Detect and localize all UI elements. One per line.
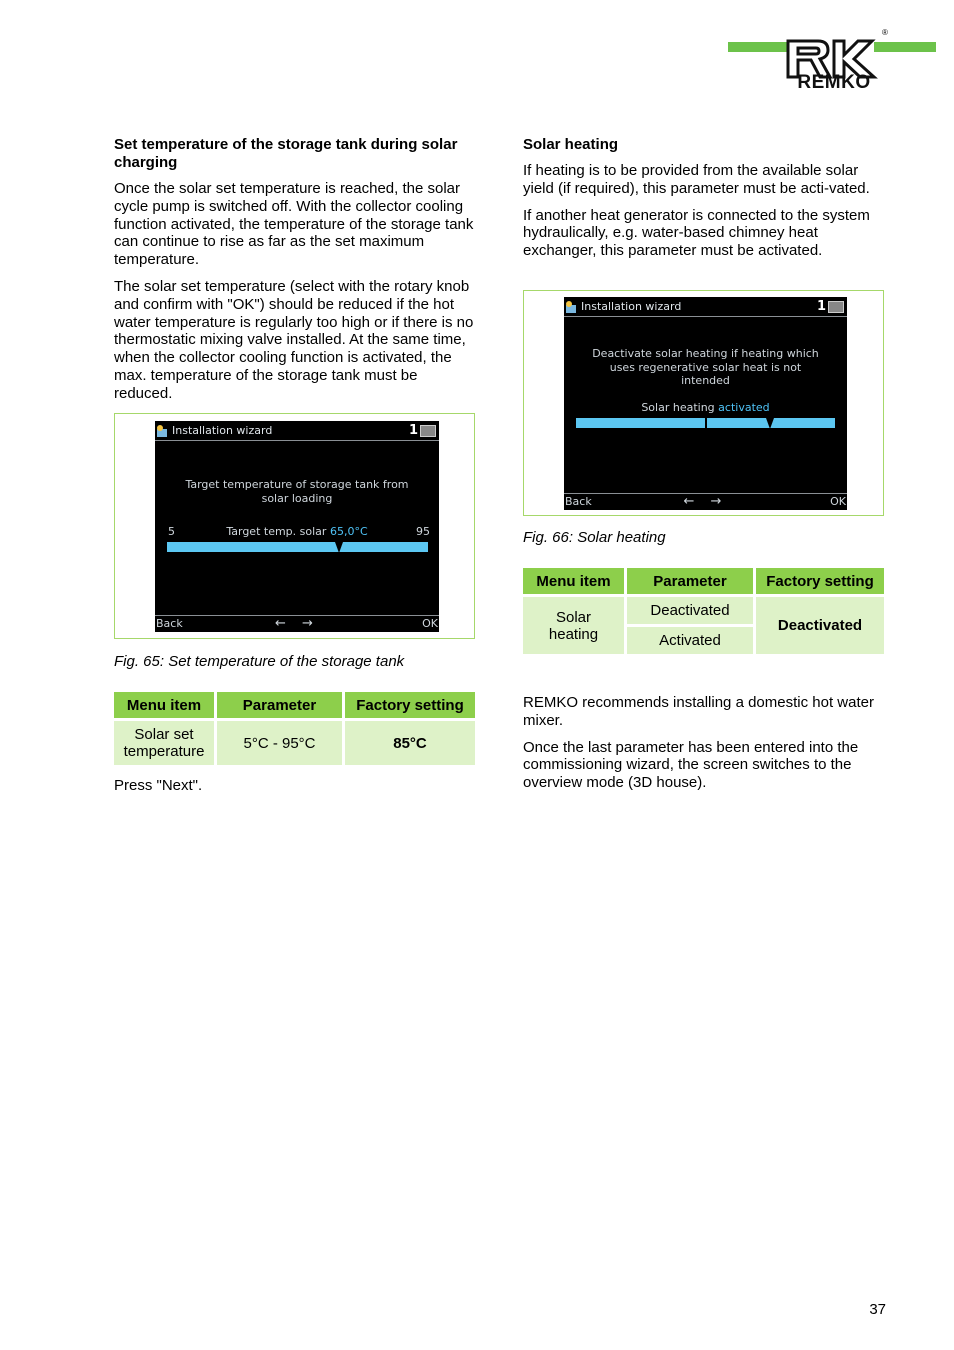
value-label: Target temp. solar (226, 525, 327, 538)
table-cell: Solar set temperature (114, 721, 214, 765)
table-cell: Solar heating (523, 597, 624, 654)
value-readout (564, 401, 847, 414)
paragraph: If heating is to be provided from the available solar yield (if required), this parameter must be acti-vated. (523, 162, 870, 197)
logo-stripe-right (874, 42, 936, 52)
message-line: intended (681, 374, 730, 387)
section-heading: Solar heating (523, 136, 619, 153)
display-icon (828, 301, 844, 313)
remko-logo (724, 28, 938, 94)
slider-marker[interactable] (766, 418, 774, 429)
paragraph: REMKO recommends installing a domestic hot water mixer. (523, 694, 874, 729)
section-heading: Set temperature of the storage tank during solar charging (114, 136, 458, 171)
screen-footer (564, 493, 847, 510)
table-header: Parameter (627, 568, 753, 594)
arrows-icon: ← → (683, 494, 728, 509)
figure-66 (523, 290, 884, 516)
device-screen (564, 297, 847, 510)
temperature-slider[interactable] (167, 542, 428, 552)
arrows-icon: ← → (275, 616, 319, 631)
figure-caption: Fig. 65: Set temperature of the storage tank (114, 653, 405, 670)
ok-button[interactable]: OK (830, 495, 846, 508)
wizard-icon (156, 424, 170, 438)
screen-header (564, 297, 847, 317)
screen-message (564, 347, 847, 388)
value-text: 65,0°C (329, 525, 368, 538)
figure-caption: Fig. 66: Solar heating (523, 529, 666, 546)
table-header: Factory setting (345, 692, 475, 718)
table-header: Parameter (217, 692, 342, 718)
registered-mark: ® (882, 28, 888, 37)
range-max: 95 (416, 525, 430, 538)
value-text: activated (718, 401, 770, 414)
message-line: Target temperature of storage tank from (185, 478, 409, 491)
step-number: 1 (408, 423, 418, 438)
settings-table (111, 689, 478, 768)
table-cell: Deactivated (627, 597, 753, 624)
wizard-icon (565, 300, 579, 314)
settings-table (520, 565, 887, 657)
value-label: Solar heating (641, 401, 715, 414)
value-readout (155, 525, 439, 538)
table-header: Menu item (523, 568, 624, 594)
logo-text: REMKO (797, 72, 871, 93)
table-header: Menu item (114, 692, 214, 718)
table-cell: Deactivated (756, 597, 884, 654)
back-button[interactable]: Back (565, 495, 592, 508)
message-line: Deactivate solar heating if heating which (592, 347, 819, 360)
paragraph: Once the solar set temperature is reached, the solar cycle pump is switched off. With the collector cooling function activated, the temperature of the storage tank can continue to rise as far as the set maximum temperature. (114, 180, 474, 269)
screen-title: Installation wizard (581, 300, 682, 313)
paragraph: If another heat generator is connected to the system hydraulically, e.g. water-based chimney heat exchanger, this parameter must be activated. (523, 206, 870, 260)
slider-marker[interactable] (335, 542, 343, 553)
right-column-lower (523, 694, 885, 801)
display-icon (420, 425, 436, 437)
slider-divider (705, 417, 707, 429)
screen-header (155, 421, 439, 441)
message-line: uses regenerative solar heat is not (609, 360, 802, 374)
message-line: solar loading (261, 491, 333, 505)
range-min: 5 (168, 525, 175, 538)
figure-65 (114, 413, 475, 639)
table-cell: 5°C - 95°C (217, 721, 342, 765)
ok-button[interactable]: OK (422, 617, 438, 630)
table-cell: Activated (627, 627, 753, 654)
screen-footer (155, 615, 439, 632)
back-button[interactable]: Back (156, 617, 183, 630)
table-cell: 85°C (345, 721, 475, 765)
right-column (523, 136, 885, 269)
paragraph: The solar set temperature (select with the rotary knob and confirm with "OK") should be reduced if the hot water temperature is regularly too high or if there is no thermostatic mixing valve installed. At the same time, when the collector cooling function is activated, the max. temperature of the storage tank must be reduced. (114, 277, 474, 402)
step-number: 1 (816, 299, 826, 314)
screen-message (155, 478, 439, 505)
left-column (114, 136, 476, 412)
paragraph: Once the last parameter has been entered into the commissioning wizard, the screen switches to the overview mode (3D house). (523, 738, 859, 792)
paragraph: Press "Next". (114, 777, 203, 794)
screen-title: Installation wizard (172, 424, 273, 437)
device-screen (155, 421, 439, 632)
page-number: 37 (869, 1301, 886, 1318)
logo-stripe-left (728, 42, 788, 52)
table-header: Factory setting (756, 568, 884, 594)
